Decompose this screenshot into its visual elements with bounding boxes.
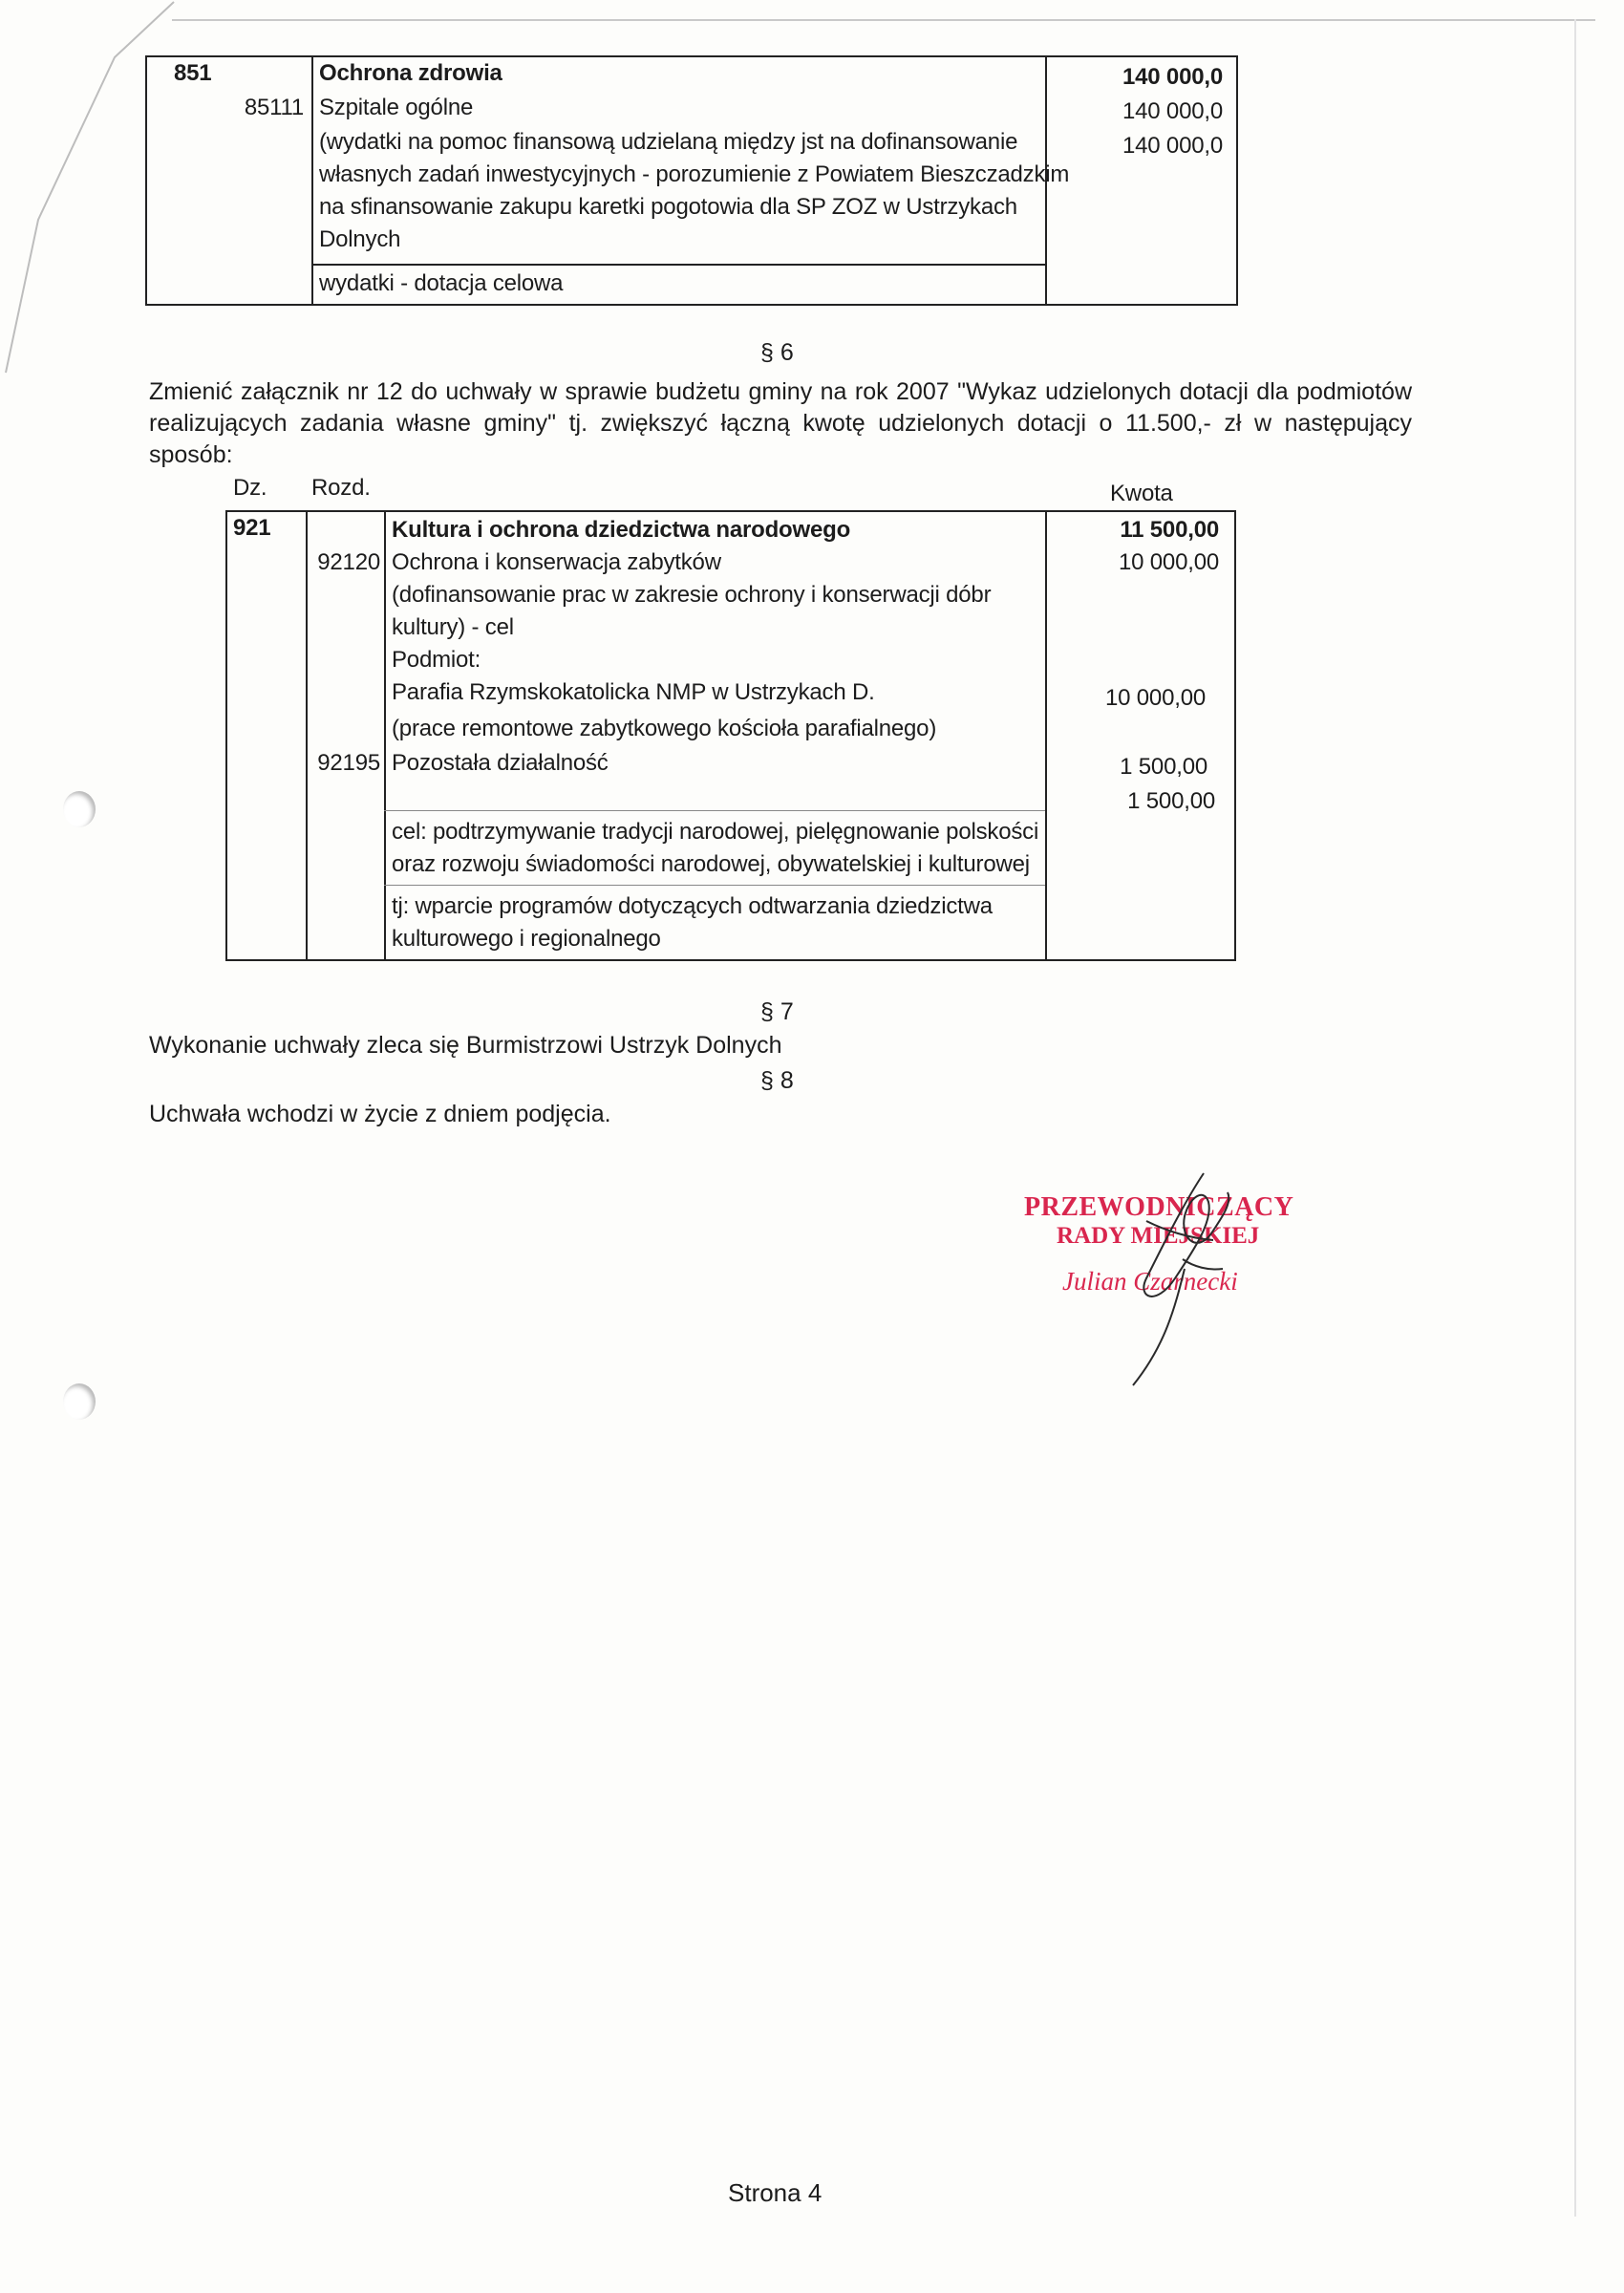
table1-desc-line-4: Dolnych [319,226,401,252]
punch-hole-lower [63,1383,96,1420]
section-8-text: Uchwała wchodzi w życie z dniem podjęcia. [149,1101,611,1127]
table2-r1-amount: 10 000,00 [1119,549,1219,575]
table1-dzial-amount: 140 000,0 [1122,64,1223,90]
table2-cel-top-line [384,810,1045,811]
table2-r1-title: Ochrona i konserwacja zabytków [392,549,721,575]
table2-dzial-title: Kultura i ochrona dziedzictwa narodowego [392,517,851,543]
table1-dzial-title: Ochrona zdrowia [319,60,502,86]
table2-r1-desc-1: (dofinansowanie prac w zakresie ochrony i konserwacji dóbr [392,582,992,608]
table2-r1-desc-2: kultury) - cel [392,614,514,640]
table2-tj-top-line [384,885,1045,886]
stamp-name: Julian Czarnecki [1062,1267,1238,1296]
table2-r2-tj-2: kulturowego i regionalnego [392,926,661,952]
scan-right-edge [1574,19,1576,2217]
table2-r2-tj-1: tj: wparcie programów dotyczących odtwarzania dziedzictwa [392,893,993,919]
table2-podmiot-name: Parafia Rzymskokatolicka NMP w Ustrzykach D. [392,679,875,705]
table2-r2-cel-1: cel: podtrzymywanie tradycji narodowej, pielęgnowanie polskości [392,819,1039,845]
dotacje-table-921 [225,510,1236,961]
stamp-subtitle: RADY MIEJSKIEJ [1057,1223,1260,1249]
scan-top-edge [172,19,1595,21]
table2-r2-cel-2: oraz rozwoju świadomości narodowej, obywatelskiej i kulturowej [392,851,1030,877]
table1-desc-line-1: (wydatki na pomoc finansową udzielaną między jst na dofinansowanie [319,129,1018,155]
table2-header-rozd: Rozd. [311,475,371,501]
table1-rozdzial-title: Szpitale ogólne [319,95,474,120]
table1-col-divider-1 [311,57,313,304]
table1-rozdzial-code: 85111 [244,95,304,120]
table2-r1-code: 92120 [317,549,380,575]
table1-row-divider [311,264,1045,266]
table2-col-divider-1 [306,512,308,959]
table2-r2-title: Pozostała działalność [392,750,609,776]
section-8-heading: § 8 [760,1067,794,1094]
section-6-heading: § 6 [760,339,794,366]
section-7-heading: § 7 [760,998,794,1025]
budget-table-851 [145,55,1238,306]
table2-podmiot-amount: 10 000,00 [1105,685,1206,711]
table2-r2-amount-2: 1 500,00 [1127,788,1215,814]
table1-footer-line: wydatki - dotacja celowa [319,270,564,296]
table2-dzial-code: 921 [233,515,271,541]
table2-header-dz: Dz. [233,475,267,501]
table1-rozdzial-amount: 140 000,0 [1122,98,1223,124]
table2-podmiot-desc: (prace remontowe zabytkowego kościoła parafialnego) [392,716,937,741]
punch-hole-upper [63,791,96,827]
table2-podmiot-label: Podmiot: [392,647,481,673]
table2-r2-amount: 1 500,00 [1120,754,1207,780]
table1-desc-line-3: na sfinansowanie zakupu karetki pogotowia dla SP ZOZ w Ustrzykach [319,194,1017,220]
stamp-title: PRZEWODNICZĄCY [1024,1192,1294,1222]
table2-r2-code: 92195 [317,750,380,776]
table1-desc-line-2: własnych zadań inwestycyjnych - porozumienie z Powiatem Bieszczadzkim [319,161,1070,187]
table2-col-divider-2 [384,512,386,959]
section-6-paragraph: Zmienić załącznik nr 12 do uchwały w sprawie budżetu gminy na rok 2007 "Wykaz udzielonych dotacji dla podmiotów realizujących zadania własne gminy" tj. zwiększyć łączną kwotę udzielonych dotacji o 11.500,- zł w następujący sposób: [149,378,1412,468]
handwritten-signature [1089,1164,1261,1393]
page-number: Strona 4 [728,2178,823,2207]
table2-col-divider-3 [1045,512,1047,959]
table1-desc-amount: 140 000,0 [1122,133,1223,159]
section-7-text: Wykonanie uchwały zleca się Burmistrzowi Ustrzyk Dolnych [149,1032,782,1059]
table2-header-kwota: Kwota [1110,481,1173,506]
table2-dzial-amount: 11 500,00 [1120,517,1219,543]
table1-dzial-code: 851 [174,60,212,86]
